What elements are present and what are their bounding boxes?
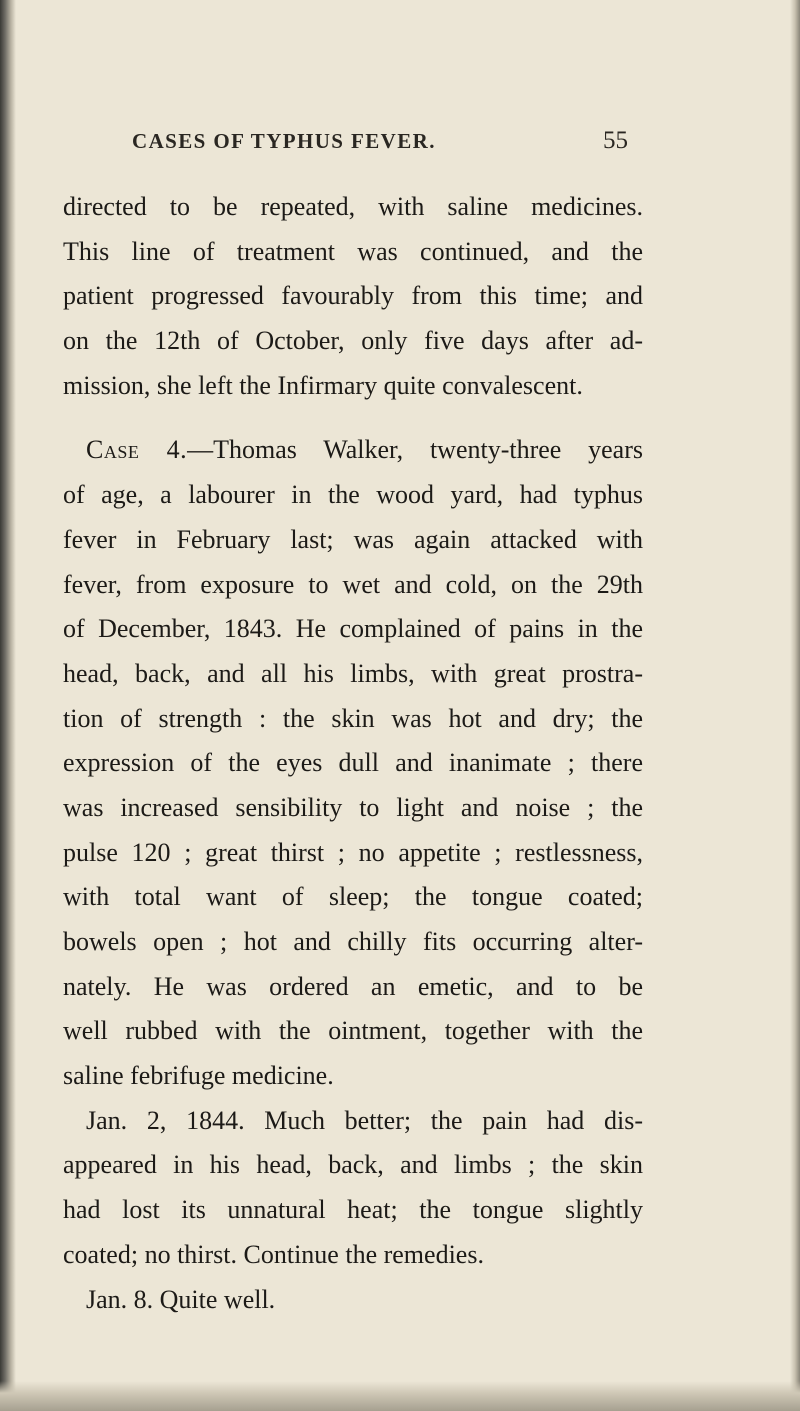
page-bottom-edge [0, 1381, 800, 1411]
text-line: fever, from exposure to wet and cold, on the 29th [63, 569, 643, 599]
text-line: Jan. 8. Quite well. [86, 1284, 276, 1314]
paragraph-jan-2 [63, 1099, 643, 1278]
text-line: was increased sensibility to light and noise ; the [63, 792, 643, 822]
page-header [132, 125, 628, 161]
case-heading-line [63, 428, 643, 473]
running-head: CASES OF TYPHUS FEVER. [132, 129, 436, 153]
paragraph-gap [63, 408, 643, 428]
binding-shadow [0, 0, 16, 1411]
text-line: patient progressed favourably from this time; and [63, 281, 643, 311]
text-line: tion of strength : the skin was hot and dry; the [63, 703, 643, 733]
paragraph-jan-8 [63, 1278, 643, 1323]
text-line: head, back, and all his limbs, with great prostra- [63, 658, 643, 688]
text-line: well rubbed with the ointment, together with the [63, 1016, 643, 1046]
text-line: expression of the eyes dull and inanimate ; there [63, 748, 643, 778]
paragraph-1 [63, 185, 643, 408]
text-line: of age, a labourer in the wood yard, had typhus [63, 480, 643, 510]
text-line: with total want of sleep; the tongue coated; [63, 882, 643, 912]
text-line: on the 12th of October, only five days after ad- [63, 326, 643, 356]
text-line: had lost its unnatural heat; the tongue slightly [63, 1195, 643, 1225]
text-line: of December, 1843. He complained of pains in the [63, 614, 643, 644]
text-line: nately. He was ordered an emetic, and to be [63, 971, 643, 1001]
text-line: This line of treatment was continued, and the [63, 236, 643, 266]
text-line: coated; no thirst. Continue the remedies. [63, 1239, 484, 1269]
page-number: 55 [603, 127, 628, 154]
text-line: appeared in his head, back, and limbs ; the skin [63, 1150, 643, 1180]
page-right-edge [790, 0, 800, 1411]
paragraph-case-4 [63, 428, 643, 1098]
body-text [63, 185, 643, 1322]
text-line: mission, she left the Infirmary quite convalescent. [63, 370, 583, 400]
text-line: Jan. 2, 1844. Much better; the pain had dis- [86, 1105, 643, 1135]
text-line: bowels open ; hot and chilly fits occurring alter- [63, 927, 643, 956]
text-line: fever in February last; was again attacked with [63, 524, 643, 554]
case-intro-text: —Thomas Walker, twenty-three years [187, 435, 643, 465]
text-line: pulse 120 ; great thirst ; no appetite ; restlessness, [63, 837, 643, 867]
text-line: directed to be repeated, with saline medicines. [63, 192, 643, 221]
case-label: Case 4. [86, 435, 188, 465]
text-line: saline febrifuge medicine. [63, 1061, 334, 1091]
